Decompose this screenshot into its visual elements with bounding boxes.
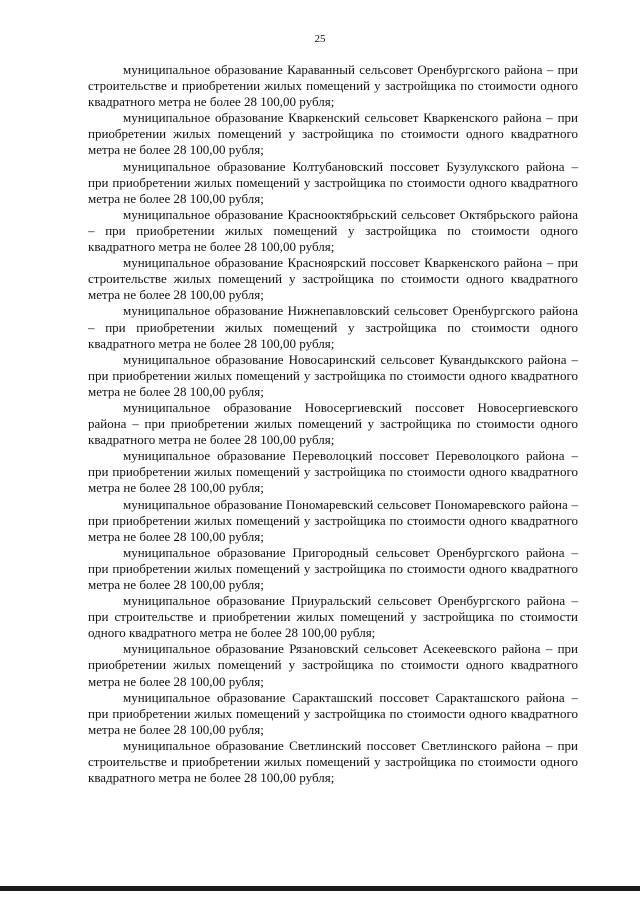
- paragraph-koltubanovsky: муниципальное образование Колтубановский поссовет Бузулукского района – при приобретении жилых помещений у застройщика по стоимости одного квадратного метра не более 28 100,00 рубля;: [88, 158, 578, 206]
- paragraph-nizhnepavlovsky: муниципальное образование Нижнепавловский сельсовет Оренбургского района – при приобретении жилых помещений у застройщика по стоимости одного квадратного метра не более 28 100,00 рубля;: [88, 303, 578, 351]
- paragraph-svetlinsky: муниципальное образование Светлинский поссовет Светлинского района – при строительстве и приобретении жилых помещений у застройщика по стоимости одного квадратного метра не более 28 100,00 рубля;: [88, 737, 578, 786]
- bottom-rule: [0, 886, 640, 891]
- paragraph-novosarinsky: муниципальное образование Новосаринский сельсовет Кувандыкского района – при приобретении жилых помещений у застройщика по стоимости одного квадратного метра не более 28 100,00 рубля;: [88, 351, 578, 399]
- paragraph-perevolotsky: муниципальное образование Переволоцкий поссовет Переволоцкого района – при приобретении жилых помещений у застройщика по стоимости одного квадратного метра не более 28 100,00 рубля;: [88, 448, 578, 496]
- paragraph-ponomarevsky: муниципальное образование Пономаревский сельсовет Пономаревского района – при приобретении жилых помещений у застройщика по стоимости одного квадратного метра не более 28 100,00 рубля;: [88, 496, 578, 544]
- document-body: [88, 62, 578, 786]
- paragraph-priuralsky: муниципальное образование Приуральский сельсовет Оренбургского района – при строительстве и приобретении жилых помещений у застройщика по стоимости одного квадратного метра не более 28 100,00 рубля;: [88, 593, 578, 641]
- paragraph-novosergievsky: муниципальное образование Новосергиевский поссовет Новосергиевского района – при приобретении жилых помещений у застройщика по стоимости одного квадратного метра не более 28 100,00 рубля;: [88, 399, 578, 448]
- paragraph-karavanny: муниципальное образование Караванный сельсовет Оренбургского района – при строительстве и приобретении жилых помещений у застройщика по стоимости одного квадратного метра не более 28 100,00 рубля;: [88, 62, 578, 110]
- paragraph-krasnooktyabrsky: муниципальное образование Краснооктябрьский сельсовет Октябрьского района – при приобретении жилых помещений у застройщика по стоимости одного квадратного метра не более 28 100,00 рубля;: [88, 206, 578, 255]
- paragraph-ryazanovsky: муниципальное образование Рязановский сельсовет Асекеевского района – при приобретении жилых помещений у застройщика по стоимости одного квадратного метра не более 28 100,00 рубля;: [88, 641, 578, 689]
- paragraph-krasnoyarsky: муниципальное образование Красноярский поссовет Кваркенского района – при строительстве жилых помещений у застройщика по стоимости одного квадратного метра не более 28 100,00 рубля;: [88, 255, 578, 303]
- paragraph-kvarkensky: муниципальное образование Кваркенский сельсовет Кваркенского района – при приобретении жилых помещений у застройщика по стоимости одного квадратного метра не более 28 100,00 рубля;: [88, 110, 578, 158]
- page-number: 25: [314, 33, 326, 45]
- paragraph-prigorodny: муниципальное образование Пригородный сельсовет Оренбургского района – при приобретении жилых помещений у застройщика по стоимости одного квадратного метра не более 28 100,00 рубля;: [88, 544, 578, 592]
- paragraph-saraktashsky: муниципальное образование Саракташский поссовет Саракташского района – при приобретении жилых помещений у застройщика по стоимости одного квадратного метра не более 28 100,00 рубля;: [88, 689, 578, 737]
